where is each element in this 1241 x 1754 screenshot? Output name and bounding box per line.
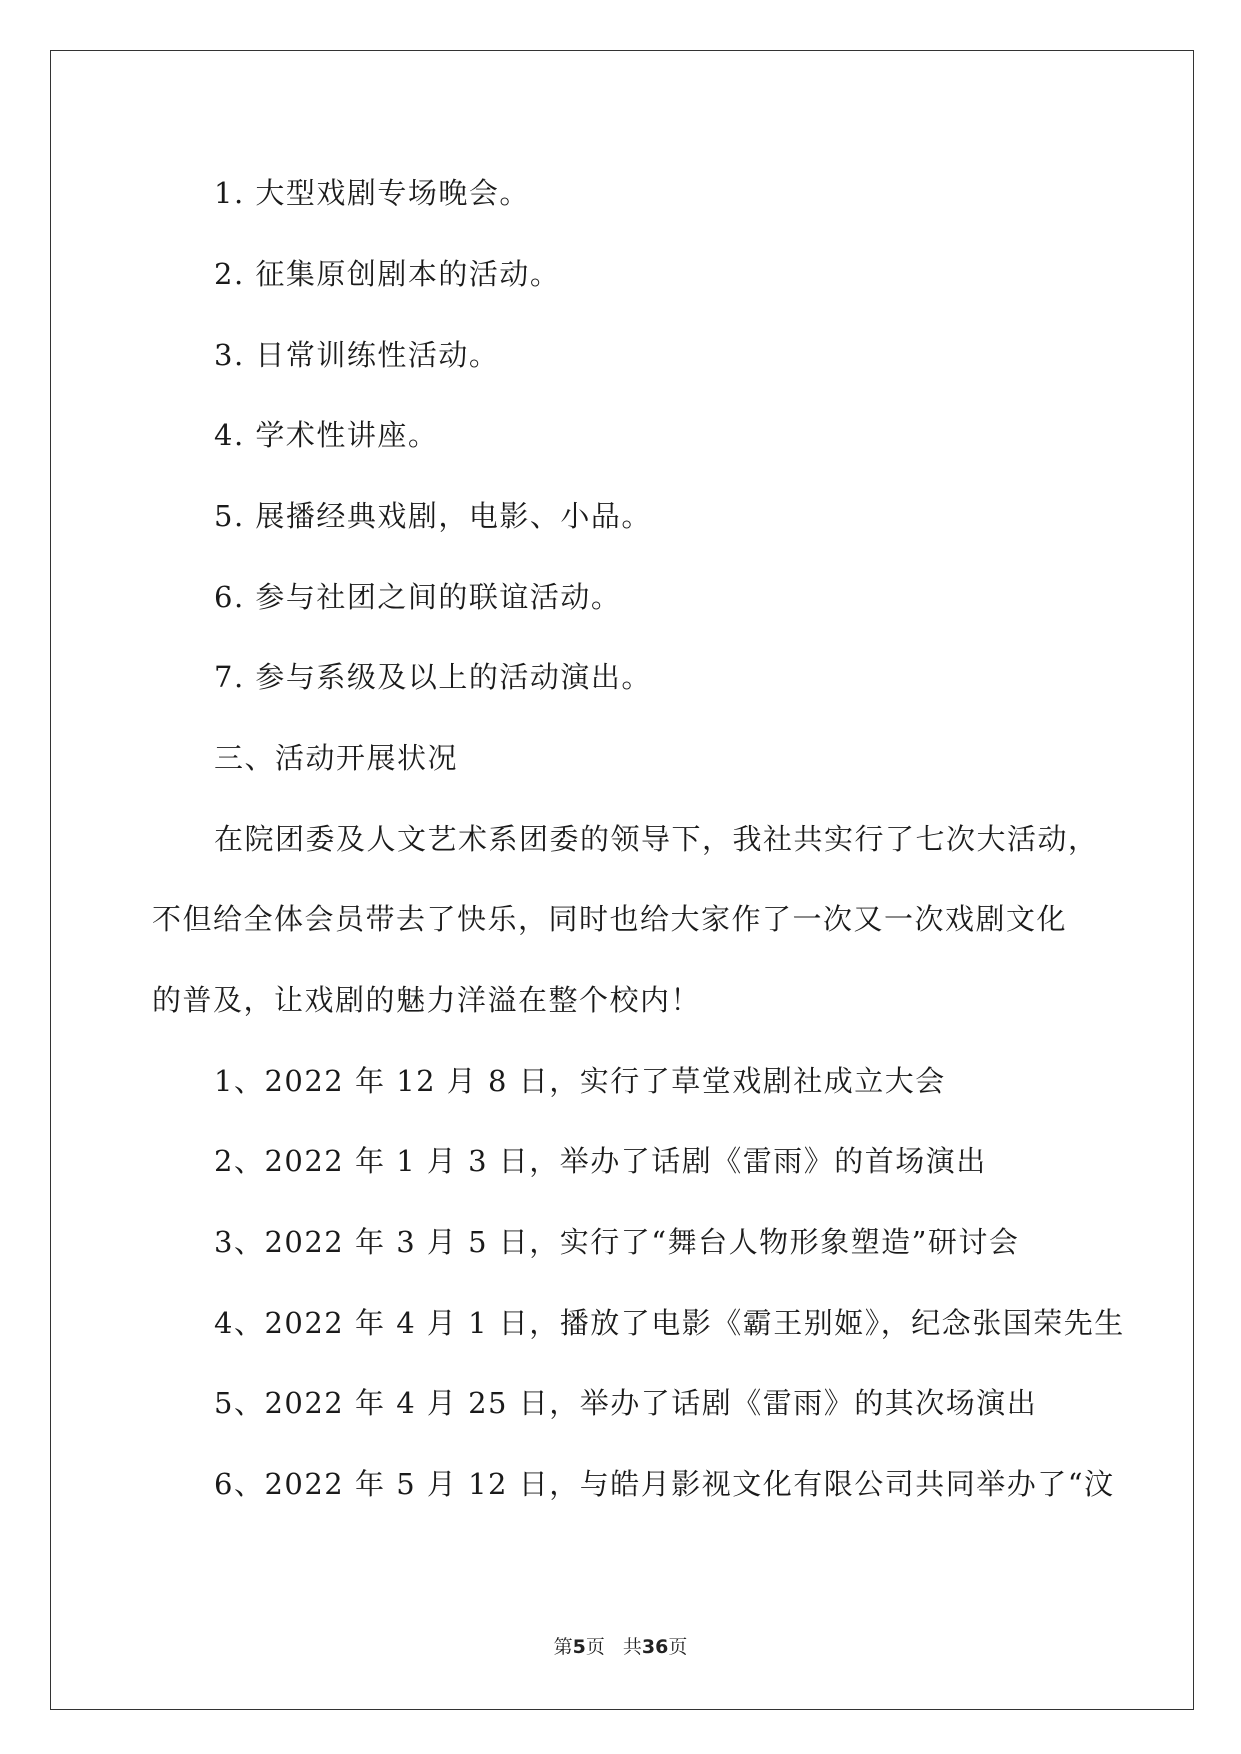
list-item: 2. 征集原创剧本的活动。 (214, 257, 561, 291)
list-item: 7. 参与系级及以上的活动演出。 (214, 660, 652, 694)
page-border (50, 50, 1194, 1710)
list-item: 3. 日常训练性活动。 (214, 338, 500, 372)
list-item: 6. 参与社团之间的联谊活动。 (214, 580, 622, 614)
section-heading: 三、活动开展状况 (214, 741, 459, 775)
paragraph-line: 不但给全体会员带去了快乐，同时也给大家作了一次又一次戏剧文化 (152, 902, 1068, 936)
list-item: 5. 展播经典戏剧，电影、小品。 (214, 499, 652, 533)
event-item: 5、2022 年 4 月 25 日，举办了话剧《雷雨》的其次场演出 (214, 1386, 1038, 1420)
paragraph-line: 在院团委及人文艺术系团委的领导下，我社共实行了七次大活动， (214, 822, 1099, 856)
footer-page-unit: 页 (585, 1636, 605, 1658)
footer-page-number: 5 (572, 1636, 586, 1658)
footer-total-unit: 页 (668, 1636, 688, 1658)
footer-prefix: 第 (553, 1636, 573, 1658)
event-item: 1、2022 年 12 月 8 日，实行了草堂戏剧社成立大会 (214, 1064, 946, 1098)
event-item: 6、2022 年 5 月 12 日，与皓月影视文化有限公司共同举办了“汶 (214, 1467, 1115, 1501)
event-item: 4、2022 年 4 月 1 日，播放了电影《霸王别姬》，纪念张国荣先生 (214, 1306, 1125, 1340)
event-item: 3、2022 年 3 月 5 日，实行了“舞台人物形象塑造”研讨会 (214, 1225, 1020, 1259)
footer-total-prefix: 共 (622, 1636, 642, 1658)
footer-total-pages: 36 (641, 1636, 669, 1658)
list-item: 1. 大型戏剧专场晚会。 (214, 176, 530, 210)
page-footer (0, 1635, 1241, 1659)
list-item: 4. 学术性讲座。 (214, 418, 439, 452)
event-item: 2、2022 年 1 月 3 日，举办了话剧《雷雨》的首场演出 (214, 1144, 987, 1178)
paragraph-line: 的普及，让戏剧的魅力洋溢在整个校内！ (152, 983, 702, 1017)
